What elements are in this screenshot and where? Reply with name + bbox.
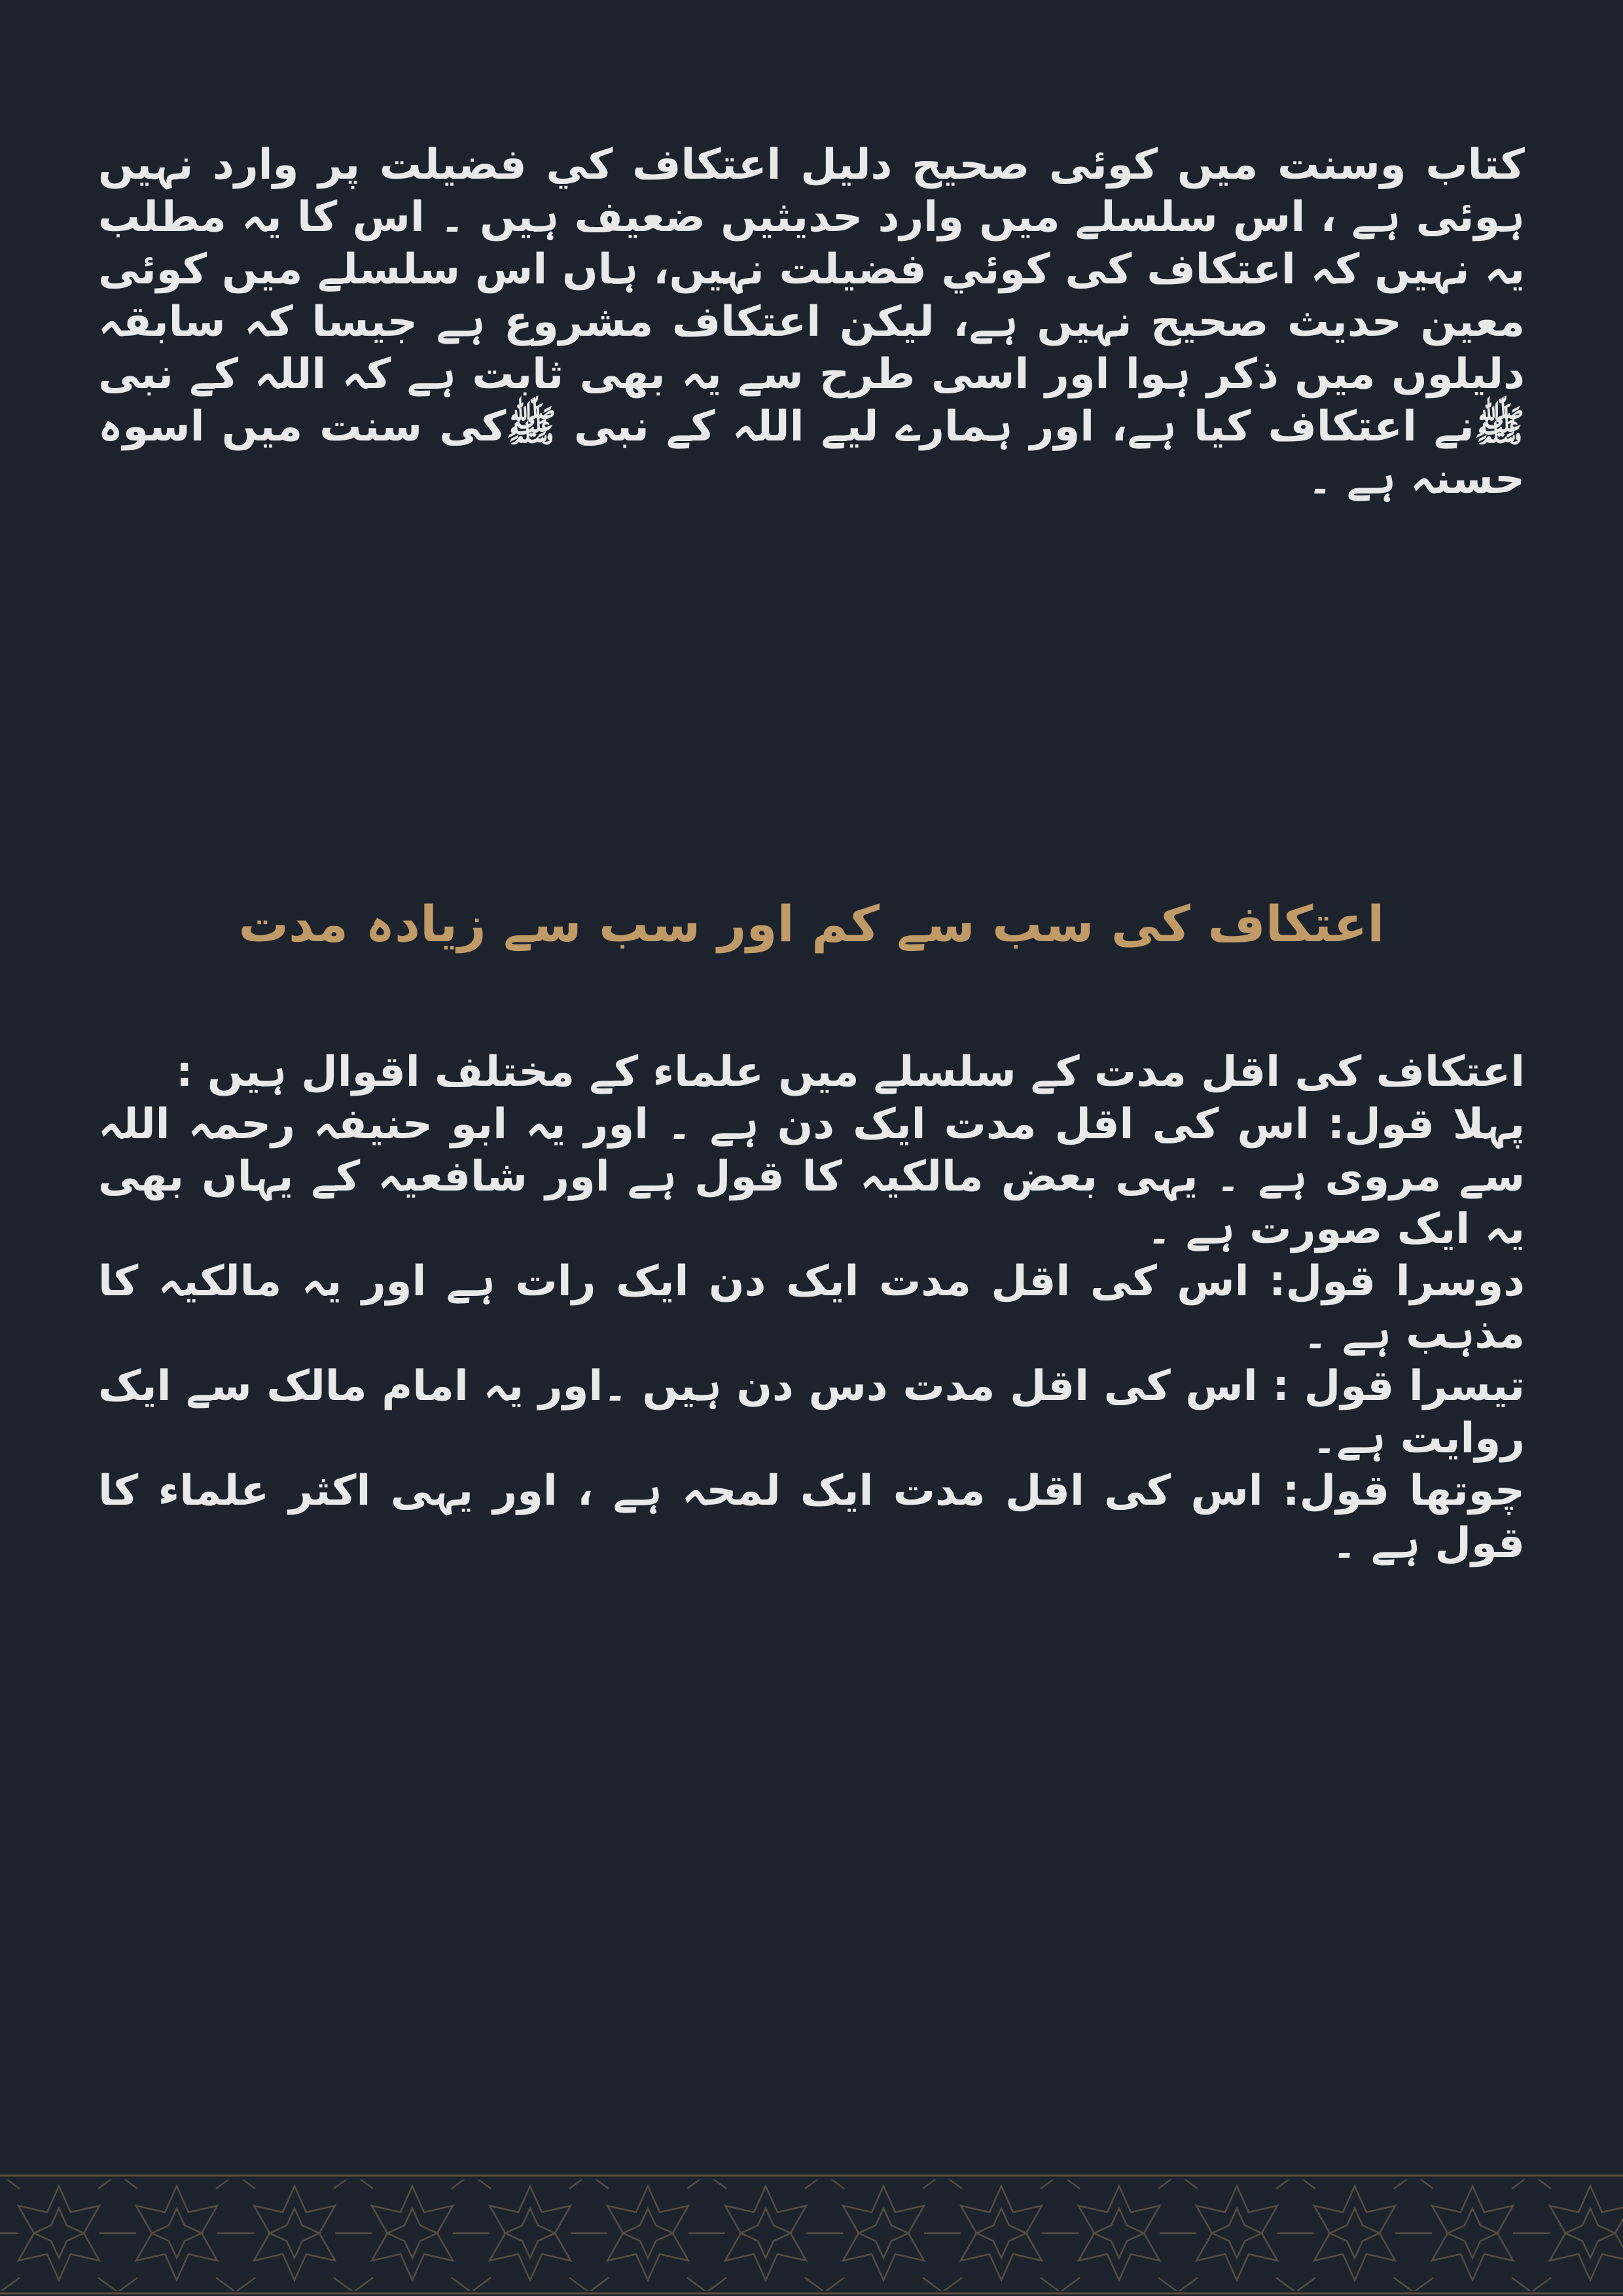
section-heading: اعتکاف کی سب سے کم اور سب سے زیادہ مدت xyxy=(238,895,1385,953)
footer-ornament-band xyxy=(0,2174,1623,2296)
sayings-intro: اعتکاف کی اقل مدت کے سلسلے میں علماء کے مختلف اقوال ہیں : xyxy=(175,1048,1525,1096)
geometric-pattern-icon xyxy=(0,2174,1623,2296)
saying-first: پہلا قول: اس کی اقل مدت ایک دن ہے ۔ اور یہ ابو حنیفہ رحمہ اللہ سے مروی ہے ۔ یہی بعض مالکیہ کا قول ہے اور شافعیہ کے یہاں بھی یہ ایک صورت ہے ۔ xyxy=(98,1100,1525,1253)
saying-third: تیسرا قول : اس کی اقل مدت دس دن ہیں ۔اور یہ امام مالک سے ایک روایت ہے۔ xyxy=(98,1362,1525,1463)
saying-second: دوسرا قول: اس کی اقل مدت ایک دن ایک رات ہے اور یہ مالکیہ کا مذہب ہے ۔ xyxy=(98,1257,1525,1358)
intro-paragraph: کتاب وسنت میں کوئی صحیح دلیل اعتکاف کي فضیلت پر وارد نہیں ہوئی ہے ، اس سلسلے میں وارد حدیثیں ضعیف ہیں ۔ اس کا یہ مطلب یہ نہیں کہ اعتکاف کی کوئي فضیلت نہیں، ہاں اس سلسلے میں کوئی معین حدیث صحیح نہیں ہے، لیکن اعتکاف مشروع ہے جیسا کہ سابقہ دلیلوں میں ذکر ہوا اور اسی طرح سے یہ بھی ثابت ہے کہ اللہ کے نبی ﷺنے اعتکاف کیا ہے، اور ہمارے لیے اللہ کے نبی ﷺکی سنت میں اسوہ حسنہ ہے ۔ xyxy=(98,141,1525,503)
saying-fourth: چوتھا قول: اس کی اقل مدت ایک لمحہ ہے ، اور یہی اکثر علماء کا قول ہے ۔ xyxy=(98,1467,1525,1568)
sayings-block xyxy=(98,1046,1525,1570)
